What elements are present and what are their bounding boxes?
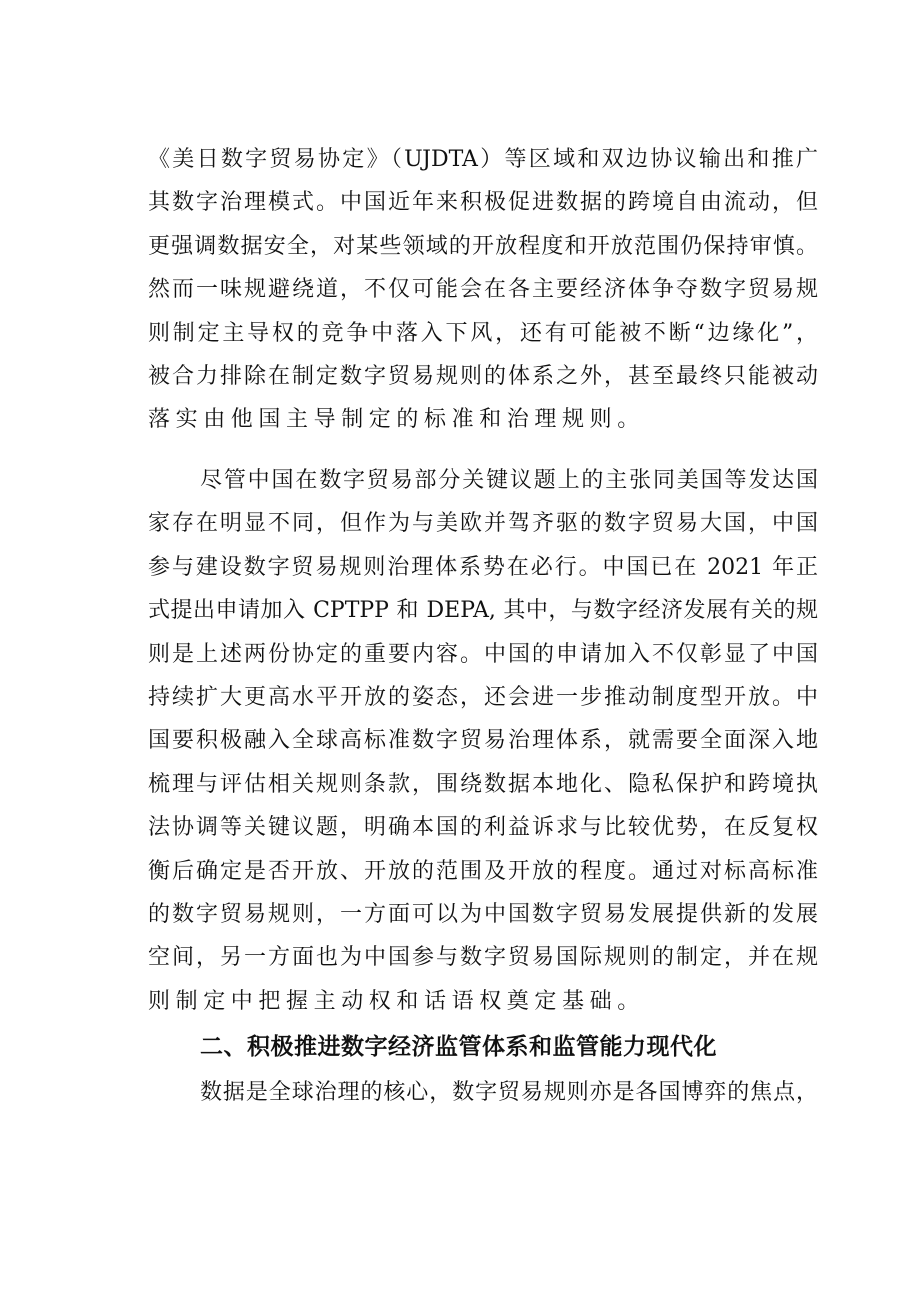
text-line: 持续扩大更高水平开放的姿态，还会进一步推动制度型开放。中 <box>148 685 818 710</box>
text-line: 《美日数字贸易协定》（UJDTA）等区域和双边协议输出和推广 <box>148 147 818 172</box>
text-line: 则是上述两份协定的重要内容。中国的申请加入不仅彰显了中国 <box>148 641 818 667</box>
text-line: 更强调数据安全，对某些领域的开放程度和开放范围仍保持审慎。 <box>148 233 818 259</box>
text-line: 则制定中把握主动权和话语权奠定基础。 <box>148 988 645 1014</box>
text-line: 空间，另一方面也为中国参与数字贸易国际规则的制定，并在规 <box>148 945 818 971</box>
text-line: 梳理与评估相关规则条款，围绕数据本地化、隐私保护和跨境执 <box>148 771 818 797</box>
text-line: 家存在明显不同，但作为与美欧并驾齐驱的数字贸易大国，中国 <box>148 511 818 537</box>
text-line: 的数字贸易规则，一方面可以为中国数字贸易发展提供新的发展 <box>148 902 818 927</box>
text-line: 国要积极融入全球高标准数字贸易治理体系，就需要全面深入地 <box>148 728 818 754</box>
text-line: 法协调等关键议题，明确本国的利益诉求与比较优势，在反复权 <box>148 815 818 841</box>
text-line: 式提出申请加入 CPTPP 和 DEPA, 其中，与数字经济发展有关的规 <box>148 598 818 624</box>
text-line: 其数字治理模式。中国近年来积极促进数据的跨境自由流动，但 <box>148 190 818 216</box>
text-line: 参与建设数字贸易规则治理体系势在必行。中国已在 2021 年正 <box>148 554 818 580</box>
text-line: 衡后确定是否开放、开放的范围及开放的程度。通过对标高标准 <box>148 858 818 884</box>
text-line: 被合力排除在制定数字贸易规则的体系之外，甚至最终只能被动 <box>148 364 818 389</box>
section-heading: 二、积极推进数字经济监管体系和监管能力现代化 <box>200 1034 717 1060</box>
text-line: 尽管中国在数字贸易部分关键议题上的主张同美国等发达国 <box>200 468 818 493</box>
text-line: 落实由他国主导制定的标准和治理规则。 <box>148 407 645 433</box>
text-line: 则制定主导权的竞争中落入下风，还有可能被不断“边缘化”， <box>148 320 818 346</box>
text-line: 然而一味规避绕道，不仅可能会在各主要经济体争夺数字贸易规 <box>148 277 818 303</box>
paragraph-3-line: 数据是全球治理的核心，数字贸易规则亦是各国博弈的焦点， <box>200 1080 818 1105</box>
